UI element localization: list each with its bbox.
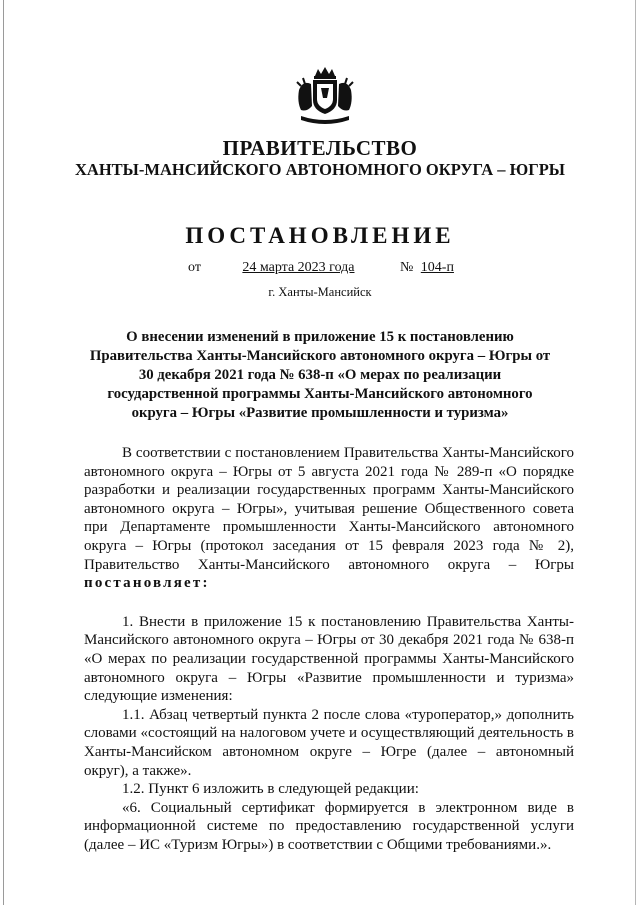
preamble-paragraph [84, 444, 574, 593]
item-1-1-paragraph: 1.1. Абзац четвертый пункта 2 после слова «туроператор,» дополнить словами «состоящий на налоговом учете и осуществляющий деятельность в Ханты-Мансийском автономном округе – Югре (далее – автономный округ), а также». [84, 706, 574, 779]
number-label: № [399, 260, 414, 275]
document-number: 104-п [420, 260, 454, 275]
date-number-line [188, 260, 488, 276]
item-1-2-paragraph: 1.2. Пункт 6 изложить в следующей редакции: [122, 781, 419, 798]
preamble-text: В соответствии с постановлением Правительства Ханты-Мансийского автономного округа – Югры от 5 августа 2021 года № 289-п «О порядке разработки и реализации государственных программ Ханты-Мансийского автономного округа – Югры», учитывая решение Общественного совета при Департаменте промышленности Ханты-Мансийского автономного округа – Югры (протокол заседания от 15 февраля 2023 года № 2), Правительство Ханты-Мансийского автономного округа – Югры [84, 445, 574, 573]
document-body [84, 444, 574, 854]
document-subject: О внесении изменений в приложение 15 к постановлению Правительства Ханты-Мансийского автономного округа – Югры от 30 декабря 2021 года № 638-п «О мерах по реализации государственной программы Ханты-Мансийского автономного округа – Югры «Развитие промышленности и туризма» [89, 329, 551, 421]
document-type: ПОСТАНОВЛЕНИЕ [185, 223, 455, 248]
date-label: от [188, 260, 201, 275]
government-title: ПРАВИТЕЛЬСТВО [222, 136, 418, 160]
city: г. Ханты-Мансийск [268, 285, 372, 299]
item-1-paragraph: 1. Внести в приложение 15 к постановлению Правительства Ханты-Мансийского автономного округа – Югры от 30 декабря 2021 года № 638-п «О мерах по реализации государственной программы Ханты-Мансийского автономного округа – Югры «Развитие промышленности и туризма» следующие изменения: [84, 613, 574, 705]
region-title: ХАНТЫ-МАНСИЙСКОГО АВТОНОМНОГО ОКРУГА – ЮГРЫ [75, 160, 565, 179]
item-6-quote-paragraph: «6. Социальный сертификат формируется в электронном виде в информационной системе по предоставлению государственной услуги (далее – ИС «Туризм Югры») в соответствии с Общими требованиями.». [84, 799, 574, 853]
coat-of-arms-icon [293, 66, 357, 128]
resolves-word: постановляет: [84, 575, 210, 592]
document-date: 24 марта 2023 года [242, 260, 355, 275]
